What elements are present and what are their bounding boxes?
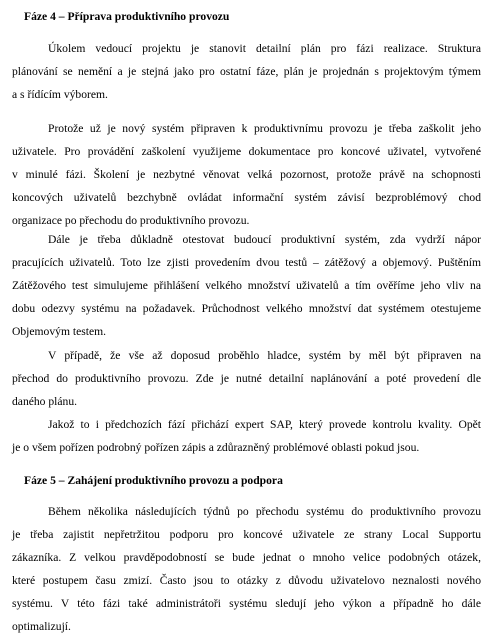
paragraph-line: uživatele. Pro provádění zaškolení využijeme dokumentace pro koncové uživatel, vytvořené	[12, 145, 481, 158]
paragraph-line: které postupem času zmizí. Často jsou to otázky z důvodu uživatelovo neznalosti nového	[12, 574, 481, 587]
section-heading-phase-4: Fáze 4 – Příprava produktivního provozu	[24, 10, 230, 23]
paragraph-line: Objemovým testem.	[12, 325, 107, 338]
paragraph-line: Jakož to i předchozích fází přichází expert SAP, který provede kontrolu kvality. Opět	[48, 418, 481, 431]
paragraph-line: daného plánu.	[12, 395, 78, 408]
paragraph-line: systému. V této fázi také administrátoři systému sledují jeho výkon a případně ho dále	[12, 597, 481, 610]
paragraph-line: Úkolem vedoucí projektu je stanovit detailní plán pro fázi realizace. Struktura	[48, 42, 481, 55]
paragraph-line: je o všem pořízen podrobný pořízen zápis a zdůrazněný problémové oblasti pokud jsou.	[12, 441, 420, 454]
paragraph-phase-4-quality	[12, 413, 481, 459]
paragraph-line: zákazníka. Z velkou pravděpodobností se bude jednat o mnoho velice podobných otázek,	[12, 551, 481, 564]
paragraph-line: Protože už je nový systém připraven k produktivnímu provozu je třeba zaškolit jeho	[48, 122, 481, 135]
paragraph-phase-4-planning	[12, 37, 481, 106]
paragraph-line: Zátěžového test simulujeme přihlášení velkého množství uživatelů a tím ověříme jeho vliv na	[12, 279, 481, 292]
paragraph-line: koncových uživatelů bezchybně ovládat informační systém závisí bezproblémový chod	[12, 191, 481, 204]
paragraph-phase-4-transition	[12, 344, 481, 413]
paragraph-line: optimalizují.	[12, 620, 71, 633]
paragraph-line: organizace po přechodu do produktivního provozu.	[12, 214, 250, 227]
section-heading-phase-5: Fáze 5 – Zahájení produktivního provozu a podpora	[24, 474, 283, 487]
paragraph-line: dobu odezvy systému na požadavek. Průchodnost velkého množství dat systémem otestujeme	[12, 302, 481, 315]
paragraph-line: je třeba zajistit nepřetržitou podporu pro koncové uživatele ze strany Local Supportu	[12, 528, 481, 541]
paragraph-phase-4-training	[12, 117, 481, 232]
paragraph-line: pracujících uživatelů. Toto lze zjisti provedením dvou testů – zátěžový a objemový. Puštěním	[12, 256, 481, 269]
paragraph-line: v minulé fázi. Školení je nezbytné věnovat velká pozornost, protože právě na schopnosti	[12, 168, 481, 181]
paragraph-line: a s řídícím výborem.	[12, 88, 108, 101]
paragraph-line: Během několika následujících týdnů po přechodu systému do produktivního provozu	[48, 505, 481, 518]
paragraph-line: V případě, že vše až doposud proběhlo hladce, systém by měl být připraven na	[48, 349, 481, 362]
paragraph-line: plánování se nemění a je stejná jako pro ostatní fáze, plán je projednán s projektovým týmem	[12, 65, 481, 78]
paragraph-line: přechod do produktivního provozu. Zde je nutné detailní naplánování a poté provedení dle	[12, 372, 481, 385]
paragraph-line: Dále je třeba důkladně otestovat budoucí produktivní systém, zda vydrží nápor	[48, 233, 481, 246]
paragraph-phase-4-testing	[12, 228, 481, 343]
paragraph-phase-5-support	[12, 500, 481, 638]
